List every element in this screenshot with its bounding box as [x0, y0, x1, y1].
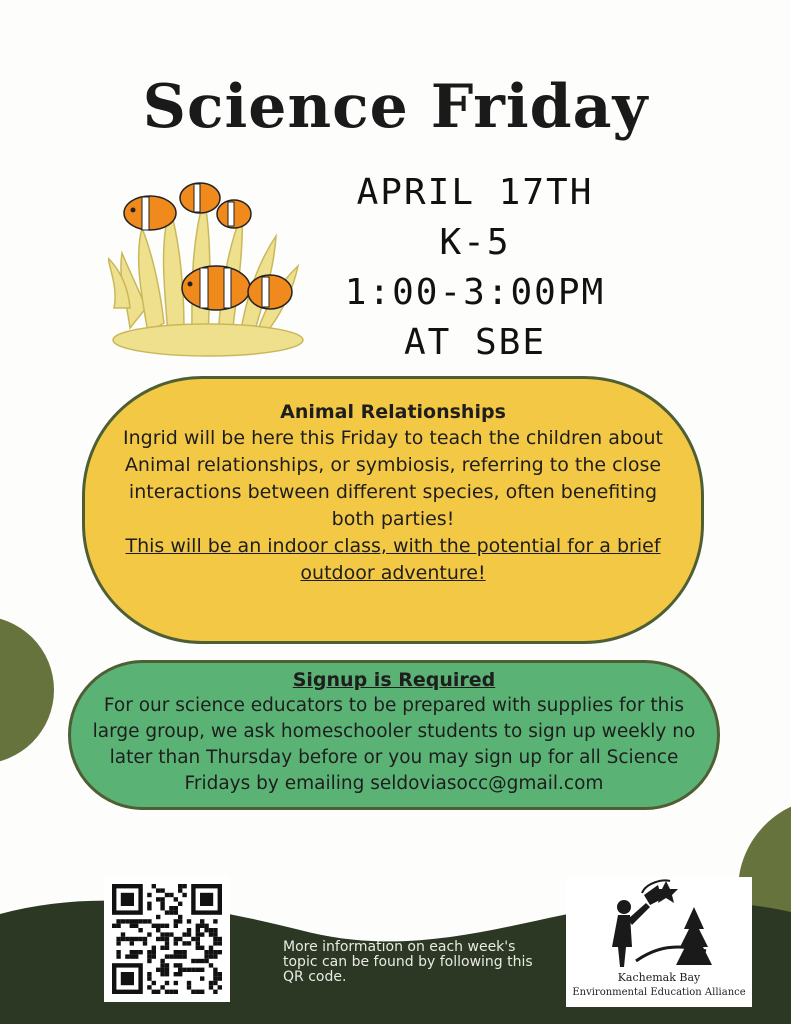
left-olive-circle — [0, 616, 54, 764]
clownfish-2 — [180, 183, 220, 213]
topic-body: Ingrid will be here this Friday to teach the children about Animal relationships, or symbiosis, referring to the close interactions between different species, often benefiting both parties! — [122, 427, 664, 530]
clownfish-anemone-illustration — [108, 158, 308, 358]
qr-code[interactable] — [104, 876, 230, 1002]
topic-heading: Animal Relationships — [280, 401, 506, 423]
clownfish-1 — [124, 196, 176, 230]
event-details — [320, 168, 630, 368]
logo-figure-icon — [566, 877, 752, 977]
page-title: Science Friday — [142, 72, 649, 142]
signup-body: For our science educators to be prepared with supplies for this large group, we ask homeschooler students to sign up weekly no later than Thursday before or you may sign up for all Science Fridays by emailing seldoviasocc@gmail.com — [92, 695, 696, 794]
topic-card — [82, 376, 704, 644]
signup-card — [68, 660, 720, 810]
footer-info: More information on each week's topic can be found by following this QR code. — [283, 939, 533, 985]
topic-note: This will be an indoor class, with the potential for a brief outdoor adventure! — [125, 535, 661, 584]
event-location: AT SBE — [403, 322, 547, 363]
alliance-logo — [566, 877, 752, 1007]
event-time: 1:00-3:00PM — [344, 272, 606, 313]
signup-heading: Signup is Required — [292, 669, 496, 691]
event-grades: K-5 — [439, 222, 511, 263]
clownfish-4 — [182, 266, 250, 310]
clownfish-5 — [248, 275, 292, 309]
clownfish-3 — [217, 200, 251, 228]
event-date: APRIL 17TH — [356, 172, 594, 213]
logo-line-2: Environmental Education Alliance — [572, 987, 746, 998]
logo-line-1: Kachemak Bay — [617, 971, 701, 984]
qr-code-graphic — [104, 876, 230, 1002]
